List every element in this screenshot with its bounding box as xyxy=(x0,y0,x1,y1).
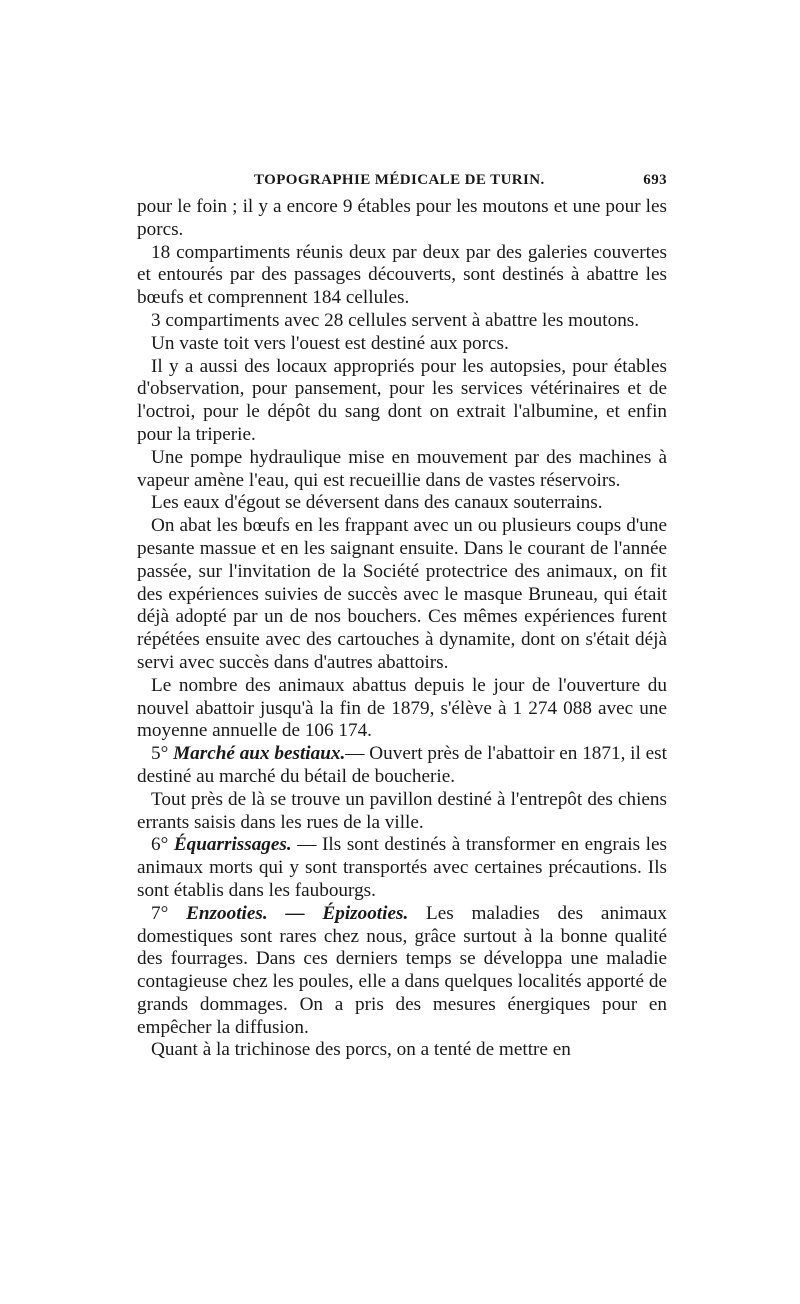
paragraph xyxy=(137,356,667,447)
page-number: 693 xyxy=(643,172,667,188)
paragraph-text: Le nombre des animaux abattus depuis le jour de l'ouverture du nouvel abattoir jusqu'à la fin de 1879, s'élève à 1 274 088 avec une moyenne annuelle de 106 174. xyxy=(137,674,667,742)
section-title: Enzooties. — Épizooties. xyxy=(186,902,409,924)
paragraph-text: Une pompe hydraulique mise en mouvement par des machines à vapeur amène l'eau, qui est recueillie dans de vastes réservoirs. xyxy=(137,446,667,491)
section-number: 7° xyxy=(151,902,187,924)
paragraph-text: On abat les bœufs en les frappant avec un ou plusieurs coups d'une pesante massue et en les saignant ensuite. Dans le courant de l'année passée, sur l'invitation de la Société protectrice des animaux, on fit des expériences suivies de succès avec le masque Bruneau, qui était déjà adopté par un de nos bouchers. Ces mêmes expériences furent répétées ensuite avec des cartouches à dynamite, dont on s'était déjà servi avec succès dans d'autres abattoirs. xyxy=(137,515,667,673)
paragraph xyxy=(137,242,667,310)
paragraph-text: Les maladies des animaux domestiques sont rares chez nous, grâce surtout à la bonne qualité des fourrages. Dans ces derniers temps se développa une maladie contagieuse chez les poules, elle a dans quelques localités apporté de grands dommages. On a pris des mesures énergiques pour en empêcher la diffusion. xyxy=(137,902,667,1038)
paragraph-text: — Ouvert près de l'abattoir en 1871, il est destiné au marché du bétail de boucherie. xyxy=(137,743,667,787)
body-text xyxy=(137,196,667,1062)
paragraph-text: 18 compartiments réunis deux par deux par des galeries couvertes et entourés par des passages découverts, sont destinés à abattre les bœufs et comprennent 184 cellules. xyxy=(137,241,667,309)
paragraph xyxy=(137,492,667,515)
paragraph-text: Les eaux d'égout se déversent dans des canaux souterrains. xyxy=(151,492,603,514)
paragraph xyxy=(137,310,667,333)
paragraph-text: — Ils sont destinés à transformer en engrais les animaux morts qui y sont transportés avec certaines précautions. Ils sont établis dans les faubourgs. xyxy=(137,834,667,901)
running-title: TOPOGRAPHIE MÉDICALE DE TURIN. xyxy=(254,172,545,188)
section-number: 5° xyxy=(151,743,174,765)
paragraph-text: Un vaste toit vers l'ouest est destiné aux porcs. xyxy=(151,332,509,354)
paragraph-text: Il y a aussi des locaux appropriés pour les autopsies, pour étables d'observation, pour pansement, pour les services vétérinaires et de l'octroi, pour le dépôt du sang dont on extrait l'albumine, et enfin pour la triperie. xyxy=(137,355,667,445)
paragraph xyxy=(137,675,667,743)
paragraph-text: pour le foin ; il y a encore 9 étables pour les moutons et une pour les porcs. xyxy=(137,196,667,240)
paragraph xyxy=(137,333,667,356)
paragraph xyxy=(137,834,667,902)
paragraph-text: Tout près de là se trouve un pavillon destiné à l'entrepôt des chiens errants saisis dans les rues de la ville. xyxy=(137,788,667,833)
paragraph xyxy=(137,447,667,493)
book-page xyxy=(137,170,667,1062)
paragraph xyxy=(137,196,667,242)
paragraph-text: Quant à la trichinose des porcs, on a tenté de mettre en xyxy=(151,1039,571,1061)
section-title: Marché aux bestiaux. xyxy=(173,743,346,765)
paragraph xyxy=(137,903,667,1040)
section-title: Équarrissages. xyxy=(173,834,292,856)
section-number: 6° xyxy=(151,834,174,856)
page-header xyxy=(137,170,667,196)
paragraph xyxy=(137,789,667,835)
paragraph xyxy=(137,1039,667,1062)
paragraph xyxy=(137,743,667,789)
paragraph xyxy=(137,515,667,675)
paragraph-text: 3 compartiments avec 28 cellules servent à abattre les moutons. xyxy=(151,309,640,331)
